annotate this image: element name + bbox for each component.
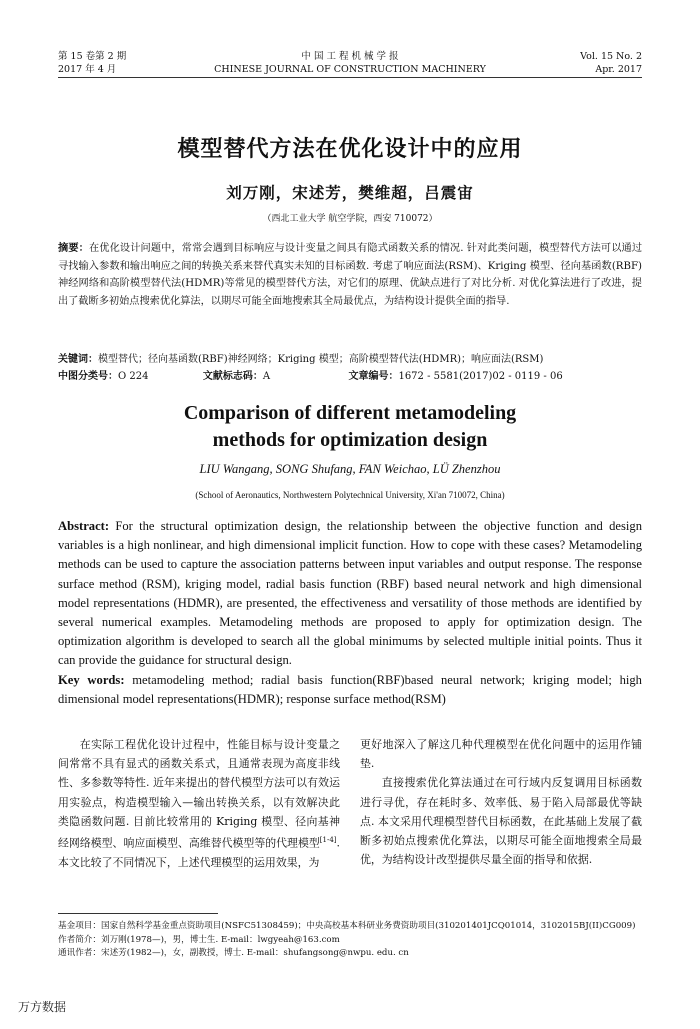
abstract-en xyxy=(58,517,642,709)
footnote-fund: 基金项目：国家自然科学基金重点资助项目(NSFC51308459)；中央高校基本科研业务费资助项目(310201401JCQ01014，3102015BJ(II)CG009) xyxy=(58,921,636,931)
authors-cn: 刘万刚，宋述芳，樊维超，吕震宙 xyxy=(226,183,474,202)
paper-title-en xyxy=(0,400,700,454)
authors-en: LIU Wangang, SONG Shufang, FAN Weichao, LÜ Zhenzhou xyxy=(199,462,501,476)
footnote-corresponding: 通讯作者：宋述芳(1982—)，女，副教授，博士. E-mail：shufangsong@nwpu. edu. cn xyxy=(58,948,409,958)
header-vol-no: Vol. 15 No. 2 xyxy=(580,51,642,62)
affiliation-cn: （西北工业大学 航空学院，西安 710072） xyxy=(262,214,438,224)
abstract-en-text: For the structural optimization design, the relationship between the objective function and design variables is a high nonlinear, and high dimensional implicit function. How to cope with these cases? Metamodeling methods can be used to capture the association patterns between input variables and output response. The response surface method (RSM), kriging model, radial basis function (RBF) based neural network and high dimensional model representations (HDMR), are presented, the effectiveness and versatility of those methods are identified by several numerical examples. Metamodeling methods are proposed to apply for optimization design. The optimization algorithm is developed to search all the global minimums by selected multiple initial points. Thus it can provide the guidance for structural design. xyxy=(58,519,642,668)
footnotes xyxy=(58,920,642,961)
body-paragraph-continued: 更好地深入了解这几种代理模型在优化问题中的运用作铺垫. xyxy=(360,738,642,771)
citation: [1-4] xyxy=(319,836,337,845)
paper-title-en-line2: methods for optimization design xyxy=(212,429,488,451)
header-volume-en xyxy=(580,50,642,76)
body-column-right xyxy=(360,735,642,869)
paper-title-en-line1: Comparison of different metamodeling xyxy=(183,402,517,424)
keywords-en-text: metamodeling method; radial basis function(RBF)based neural network; kriging model; high dimensional model representations(HDMR); response surface method(RSM) xyxy=(58,672,642,706)
header-journal xyxy=(150,50,550,76)
keywords-cn-text: 模型替代；径向基函数(RBF)神经网络；Kriging 模型；高阶模型替代法(HDMR)；响应面法(RSM) xyxy=(98,354,544,365)
footnote-author: 作者简介：刘万刚(1978—)，男，博士生. E-mail：lwgyeah@163.com xyxy=(58,934,340,945)
header-date-en: Apr. 2017 xyxy=(595,64,642,75)
abstract-cn-text: 在优化设计问题中，常常会遇到目标响应与设计变量之间具有隐式函数关系的情况. 针对此类问题，模型替代方法可以通过寻找输入参数和输出响应之间的转换关系来替代真实未知的目标函数. 考虑了响应面法(RSM)、Kriging 模型、径向基函数(RBF)神经网络和高阶模型替代法(HDMR)等常见的模型替代方法，对它们的原理、优缺点进行了对比分析. 对优化算法进行了改进，提出了截断多初始点搜索优化算法，以期尽可能全面地搜索其全局最优点，为结构设计提供全面的指导. xyxy=(58,243,643,307)
header-volume: 第 15 卷第 2 期 xyxy=(58,51,127,62)
abstract-en-label: Abstract: xyxy=(58,519,110,533)
clc-label: 中图分类号： xyxy=(58,371,118,382)
body-paragraph xyxy=(58,735,340,872)
abstract-en-paragraph xyxy=(58,517,642,671)
keywords-en-paragraph xyxy=(58,671,642,709)
body-paragraph: 直接搜索优化算法通过在可行域内反复调用目标函数进行寻优，存在耗时多、效率低、易于陷入局部最优等缺点. 本文采用代理模型替代目标函数，在此基础上发展了截断多初始点搜索优化算法，以期尽可能全面地搜索全局最优，为结构设计改型提供尽量全面的指导和依据. xyxy=(360,776,642,867)
doc-code-label: 文献标志码： xyxy=(202,371,263,382)
article-no-value: 1672 - 5581(2017)02 - 0119 - 06 xyxy=(398,371,563,382)
clc-value: O 224 xyxy=(118,371,149,382)
body-text: 在实际工程优化设计过程中，性能目标与设计变量之间常常不具有显式的函数关系式，且通常表现为高度非线性、多参数等特性. 近年来提出的替代模型方法可以有效运用实验点，构造模型输入—输出转换关系，以有效解决此类隐函数问题. 目前比较常用的 Kriging 模型、径向基神经网络模型、响应面模型、高维替代模型等的代理模型 xyxy=(58,738,340,850)
classification-line xyxy=(58,369,563,385)
header-divider xyxy=(58,77,642,78)
abstract-cn-label: 摘要： xyxy=(58,242,89,254)
journal-name-en: CHINESE JOURNAL OF CONSTRUCTION MACHINERY xyxy=(214,64,486,75)
footnote-divider xyxy=(58,913,218,914)
keywords-cn xyxy=(58,352,642,368)
journal-name-cn: 中 国 工 程 机 械 学 报 xyxy=(301,51,399,62)
article-no-label: 文章编号： xyxy=(348,371,399,382)
body-column-left xyxy=(58,735,340,872)
watermark: 万方数据 xyxy=(18,1000,67,1014)
abstract-cn xyxy=(58,240,642,310)
header-date-cn: 2017 年 4 月 xyxy=(58,64,117,75)
keywords-cn-label: 关键词： xyxy=(58,354,98,365)
body-text-tail: . 本文比较了不同情况下，上述代理模型的运用效果，为 xyxy=(58,836,340,869)
header-issue xyxy=(58,50,126,76)
doc-code-value: A xyxy=(262,371,271,382)
paper-title-cn: 模型替代方法在优化设计中的应用 xyxy=(177,137,523,162)
keywords-en-label: Key words: xyxy=(58,672,125,687)
affiliation-en: (School of Aeronautics, Northwestern Polytechnical University, Xi'an 710072, China) xyxy=(195,490,505,500)
